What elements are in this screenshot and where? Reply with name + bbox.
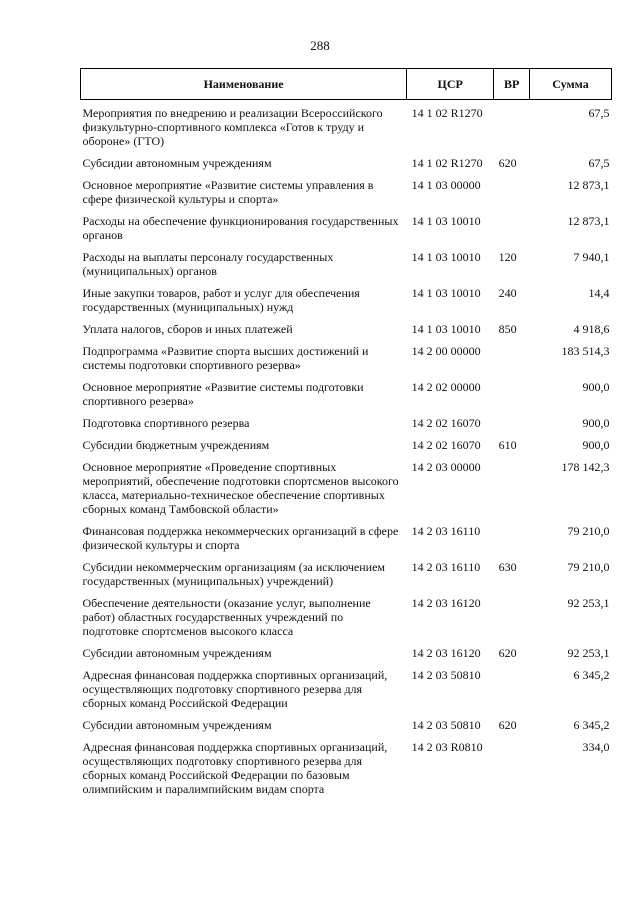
row-name: Подготовка спортивного резерва <box>82 416 250 430</box>
row-vr <box>494 100 530 157</box>
row-sum: 12 873,1 <box>567 214 610 228</box>
row-csr: 14 2 03 16110 <box>411 524 481 538</box>
row-vr <box>494 416 530 438</box>
row-name: Финансовая поддержка некоммерческих организаций в сфере физической культуры и спорта <box>82 524 399 552</box>
row-vr <box>494 214 530 250</box>
row-sum: 183 514,3 <box>561 344 610 358</box>
row-name: Уплата налогов, сборов и иных платежей <box>82 322 293 336</box>
row-sum: 79 210,0 <box>567 560 610 574</box>
row-vr: 850 <box>498 322 517 336</box>
table-row <box>81 668 612 718</box>
table-row <box>81 524 612 560</box>
row-name: Обеспечение деятельности (оказание услуг, выполнение работ) областных государственных учреждений по подготовке спортсменов высокого класса <box>82 596 371 638</box>
table-row <box>81 286 612 322</box>
table-header <box>81 69 612 100</box>
row-name: Мероприятия по внедрению и реализации Всероссийского физкультурно-спортивного комплекса «Готов к труду и обороне» (ГТО) <box>82 106 383 148</box>
row-name: Иные закупки товаров, работ и услуг для обеспечения государственных (муниципальных) нужд <box>82 286 360 314</box>
table-body <box>81 100 612 805</box>
row-sum: 92 253,1 <box>567 646 610 660</box>
row-name: Субсидии автономным учреждениям <box>82 646 272 660</box>
page-number: 288 <box>310 38 330 53</box>
table-row <box>81 416 612 438</box>
table-row <box>81 646 612 668</box>
row-sum: 14,4 <box>588 286 610 300</box>
row-name: Расходы на обеспечение функционирования государственных органов <box>82 214 399 242</box>
row-vr <box>494 460 530 524</box>
row-sum: 6 345,2 <box>573 668 610 682</box>
row-name: Основное мероприятие «Проведение спортивных мероприятий, обеспечение подготовки спортсменов высокого класса, материально-техническое обеспечение спортивных сборных команд Тамбовской области» <box>82 460 399 516</box>
header-vr: ВР <box>494 69 530 100</box>
table-row <box>81 178 612 214</box>
table-row <box>81 380 612 416</box>
table-row <box>81 250 612 286</box>
row-csr: 14 2 03 00000 <box>411 460 481 474</box>
table-row <box>81 344 612 380</box>
row-sum: 92 253,1 <box>567 596 610 610</box>
row-name: Подпрограмма «Развитие спорта высших достижений и системы подготовки спортивного резерва» <box>82 344 369 372</box>
row-sum: 900,0 <box>582 438 610 452</box>
row-vr: 240 <box>498 286 517 300</box>
row-name: Расходы на выплаты персоналу государственных (муниципальных) органов <box>82 250 334 278</box>
row-vr <box>494 668 530 718</box>
row-name: Основное мероприятие «Развитие системы подготовки спортивного резерва» <box>82 380 364 408</box>
row-sum: 6 345,2 <box>573 718 610 732</box>
row-vr: 620 <box>498 156 517 170</box>
row-csr: 14 2 03 50810 <box>411 718 481 732</box>
row-vr <box>494 596 530 646</box>
row-csr: 14 2 03 16120 <box>411 596 481 610</box>
row-sum: 67,5 <box>588 106 610 120</box>
row-csr: 14 1 03 10010 <box>411 214 481 228</box>
row-vr <box>494 380 530 416</box>
row-sum: 178 142,3 <box>561 460 610 474</box>
row-name: Субсидии некоммерческим организациям (за исключением государственных (муниципальных) учреждений) <box>82 560 386 588</box>
row-name: Субсидии бюджетным учреждениям <box>82 438 270 452</box>
header-csr: ЦСР <box>407 69 494 100</box>
row-vr <box>494 524 530 560</box>
row-csr: 14 1 03 10010 <box>411 250 481 264</box>
row-vr <box>494 740 530 804</box>
row-vr: 610 <box>498 438 517 452</box>
row-csr: 14 1 02 R1270 <box>411 106 483 120</box>
row-csr: 14 2 02 16070 <box>411 416 481 430</box>
row-csr: 14 2 03 50810 <box>411 668 481 682</box>
table-row <box>81 718 612 740</box>
row-sum: 900,0 <box>582 380 610 394</box>
table-row <box>81 100 612 157</box>
row-sum: 12 873,1 <box>567 178 610 192</box>
row-name: Субсидии автономным учреждениям <box>82 156 272 170</box>
row-csr: 14 1 03 00000 <box>411 178 481 192</box>
row-vr <box>494 344 530 380</box>
table-row <box>81 322 612 344</box>
table-row <box>81 460 612 524</box>
row-csr: 14 2 03 16120 <box>411 646 481 660</box>
budget-table <box>80 68 612 804</box>
row-vr: 620 <box>498 718 517 732</box>
row-vr: 620 <box>498 646 517 660</box>
row-name: Основное мероприятие «Развитие системы управления в сфере физической культуры и спорта» <box>82 178 374 206</box>
table-row <box>81 560 612 596</box>
row-sum: 67,5 <box>588 156 610 170</box>
table-row <box>81 156 612 178</box>
row-csr: 14 1 02 R1270 <box>411 156 483 170</box>
table-row <box>81 214 612 250</box>
row-name: Субсидии автономным учреждениям <box>82 718 272 732</box>
row-vr: 120 <box>498 250 517 264</box>
row-sum: 334,0 <box>582 740 610 754</box>
row-csr: 14 1 03 10010 <box>411 322 481 336</box>
row-csr: 14 2 00 00000 <box>411 344 481 358</box>
row-csr: 14 2 03 16110 <box>411 560 481 574</box>
row-csr: 14 2 02 16070 <box>411 438 481 452</box>
table-row <box>81 438 612 460</box>
row-sum: 7 940,1 <box>573 250 610 264</box>
row-sum: 4 918,6 <box>573 322 610 336</box>
row-csr: 14 2 02 00000 <box>411 380 481 394</box>
table-row <box>81 740 612 804</box>
row-sum: 79 210,0 <box>567 524 610 538</box>
row-vr: 630 <box>498 560 517 574</box>
row-csr: 14 1 03 10010 <box>411 286 481 300</box>
table-row <box>81 596 612 646</box>
row-name: Адресная финансовая поддержка спортивных организаций, осуществляющих подготовку спортивного резерва для сборных команд Российской Федерации по базовым олимпийским и паралимпийским видам спорта <box>82 740 388 796</box>
header-sum: Сумма <box>530 69 612 100</box>
row-vr <box>494 178 530 214</box>
header-name: Наименование <box>81 69 407 100</box>
row-name: Адресная финансовая поддержка спортивных организаций, осуществляющих подготовку спортивного резерва для сборных команд Российской Федерации <box>82 668 388 710</box>
row-sum: 900,0 <box>582 416 610 430</box>
row-csr: 14 2 03 R0810 <box>411 740 483 754</box>
